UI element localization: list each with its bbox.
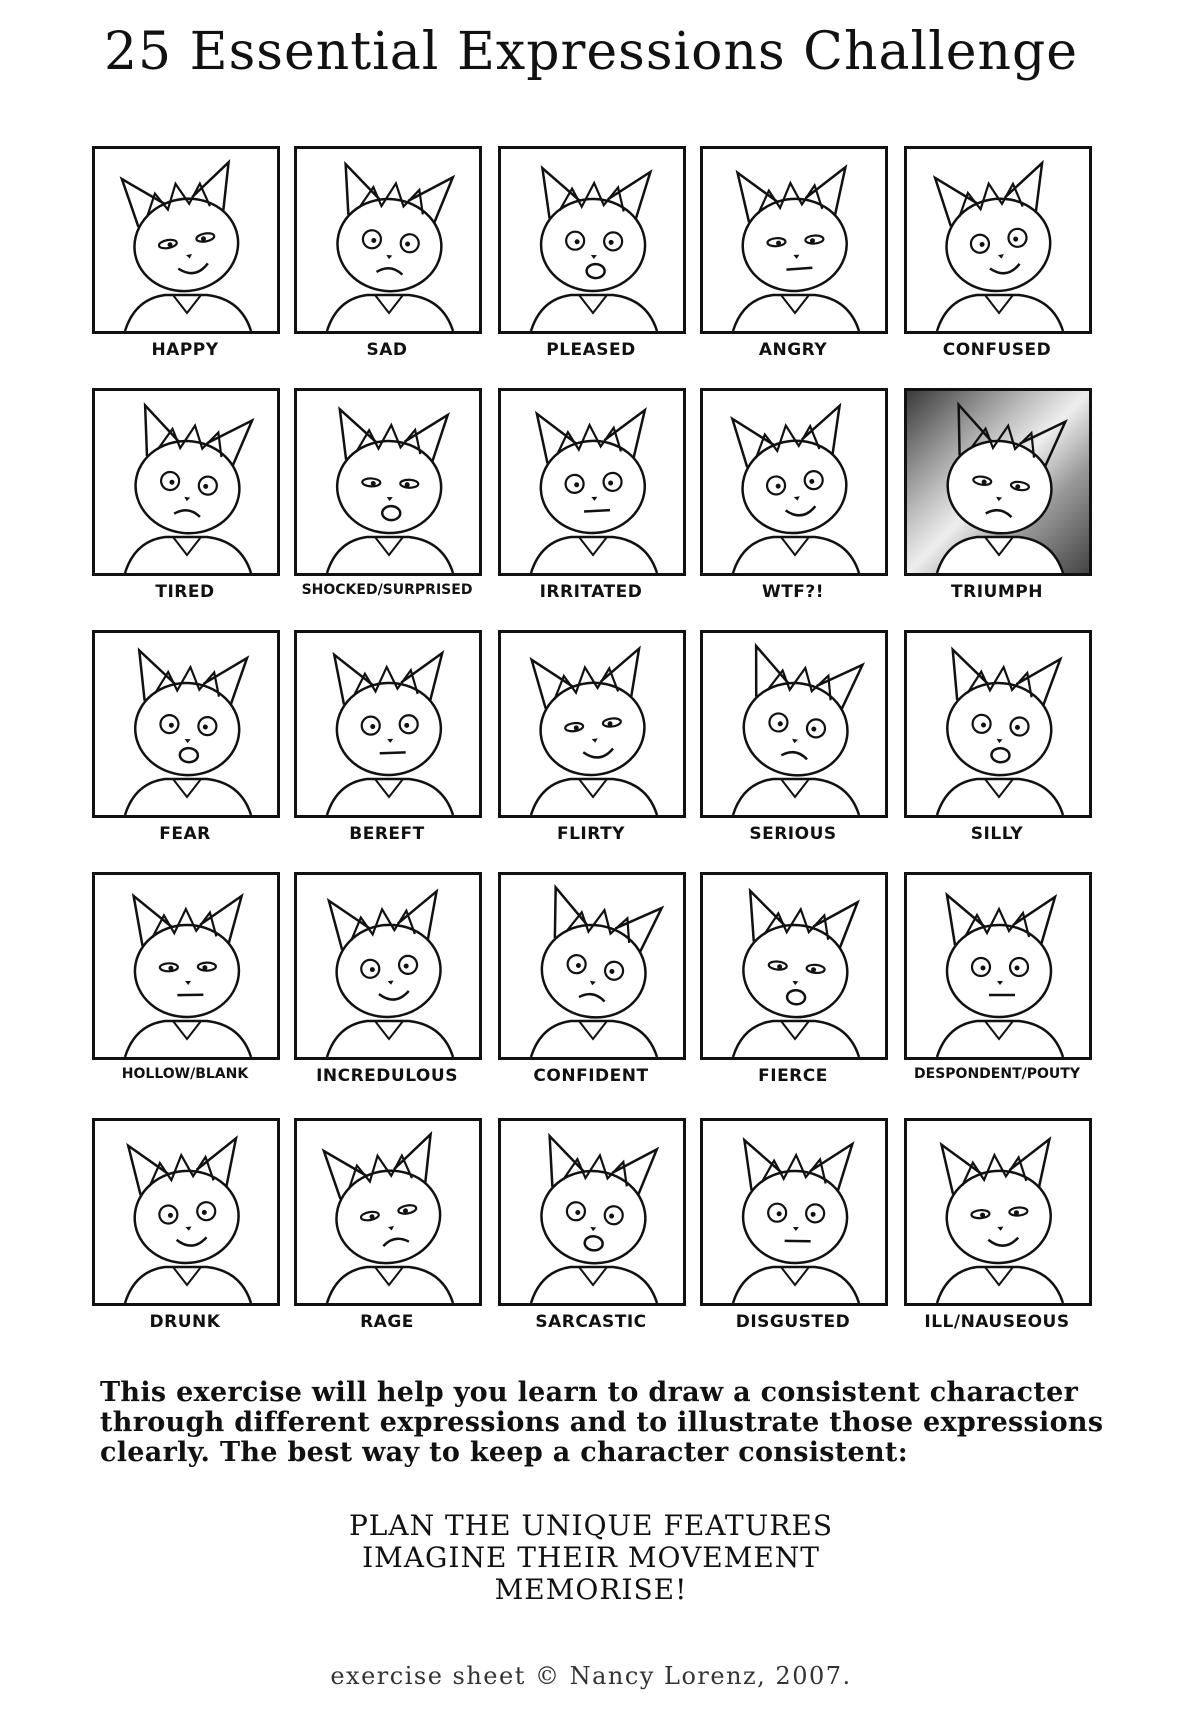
expression-drawing xyxy=(498,1118,686,1306)
step-imagine: IMAGINE THEIR MOVEMENT xyxy=(362,1541,820,1574)
expression-drawing xyxy=(294,146,482,334)
expression-drawing xyxy=(294,630,482,818)
expression-drawing xyxy=(294,388,482,576)
expression-label: CONFUSED xyxy=(942,340,1052,360)
expression-drawing xyxy=(904,388,1092,576)
expression-drawing xyxy=(92,630,280,818)
expression-drawing xyxy=(700,1118,888,1306)
expression-drawing xyxy=(700,146,888,334)
expression-label: SERIOUS xyxy=(749,824,837,844)
expression-drawing xyxy=(294,1118,482,1306)
intro-text: This exercise will help you learn to draw a consistent character through different expressions and to illustrate those expressions clearly. The best way to keep a character consistent: xyxy=(100,1377,1104,1468)
expression-label: FEAR xyxy=(159,824,211,844)
expression-drawing xyxy=(92,388,280,576)
expression-label: TIRED xyxy=(155,582,215,602)
expression-label: ANGRY xyxy=(758,340,828,360)
expression-label: ILL/NAUSEOUS xyxy=(924,1312,1070,1332)
expression-label: PLEASED xyxy=(546,340,636,360)
expression-label: WTF?! xyxy=(761,582,825,602)
expression-drawing xyxy=(904,872,1092,1060)
expression-label: SHOCKED/SURPRISED xyxy=(301,582,473,598)
expression-label: BEREFT xyxy=(349,824,425,844)
expression-drawing xyxy=(700,388,888,576)
expression-label: INCREDULOUS xyxy=(316,1066,458,1086)
expression-label: SILLY xyxy=(970,824,1024,844)
expression-drawing xyxy=(498,146,686,334)
step-memorise: MEMORISE! xyxy=(494,1573,688,1606)
expression-label: HOLLOW/BLANK xyxy=(121,1066,249,1082)
expression-drawing xyxy=(92,1118,280,1306)
expression-drawing xyxy=(498,388,686,576)
expression-drawing xyxy=(904,630,1092,818)
expression-label: SAD xyxy=(366,340,408,360)
step-plan: PLAN THE UNIQUE FEATURES xyxy=(348,1509,834,1542)
expression-drawing xyxy=(700,630,888,818)
expression-label: TRIUMPH xyxy=(951,582,1043,602)
expression-drawing xyxy=(498,872,686,1060)
steps-list xyxy=(0,1510,1182,1606)
expression-label: SARCASTIC xyxy=(535,1312,647,1332)
expression-drawing xyxy=(904,146,1092,334)
expression-drawing xyxy=(92,146,280,334)
expression-label: RAGE xyxy=(360,1312,414,1332)
copyright-credit: exercise sheet © Nancy Lorenz, 2007. xyxy=(330,1662,852,1690)
expression-label: DRUNK xyxy=(149,1312,221,1332)
page-title: 25 Essential Expressions Challenge xyxy=(103,22,1079,82)
expression-drawing xyxy=(904,1118,1092,1306)
expression-drawing xyxy=(498,630,686,818)
expression-label: FLIRTY xyxy=(556,824,625,844)
expression-label: FIERCE xyxy=(758,1066,828,1086)
expression-label: CONFIDENT xyxy=(533,1066,649,1086)
expression-drawing xyxy=(700,872,888,1060)
expression-label: DISGUSTED xyxy=(735,1312,851,1332)
expression-drawing xyxy=(294,872,482,1060)
expression-label: DESPONDENT/POUTY xyxy=(914,1066,1080,1082)
expression-label: HAPPY xyxy=(151,340,219,360)
expression-drawing xyxy=(92,872,280,1060)
expression-label: IRRITATED xyxy=(539,582,643,602)
